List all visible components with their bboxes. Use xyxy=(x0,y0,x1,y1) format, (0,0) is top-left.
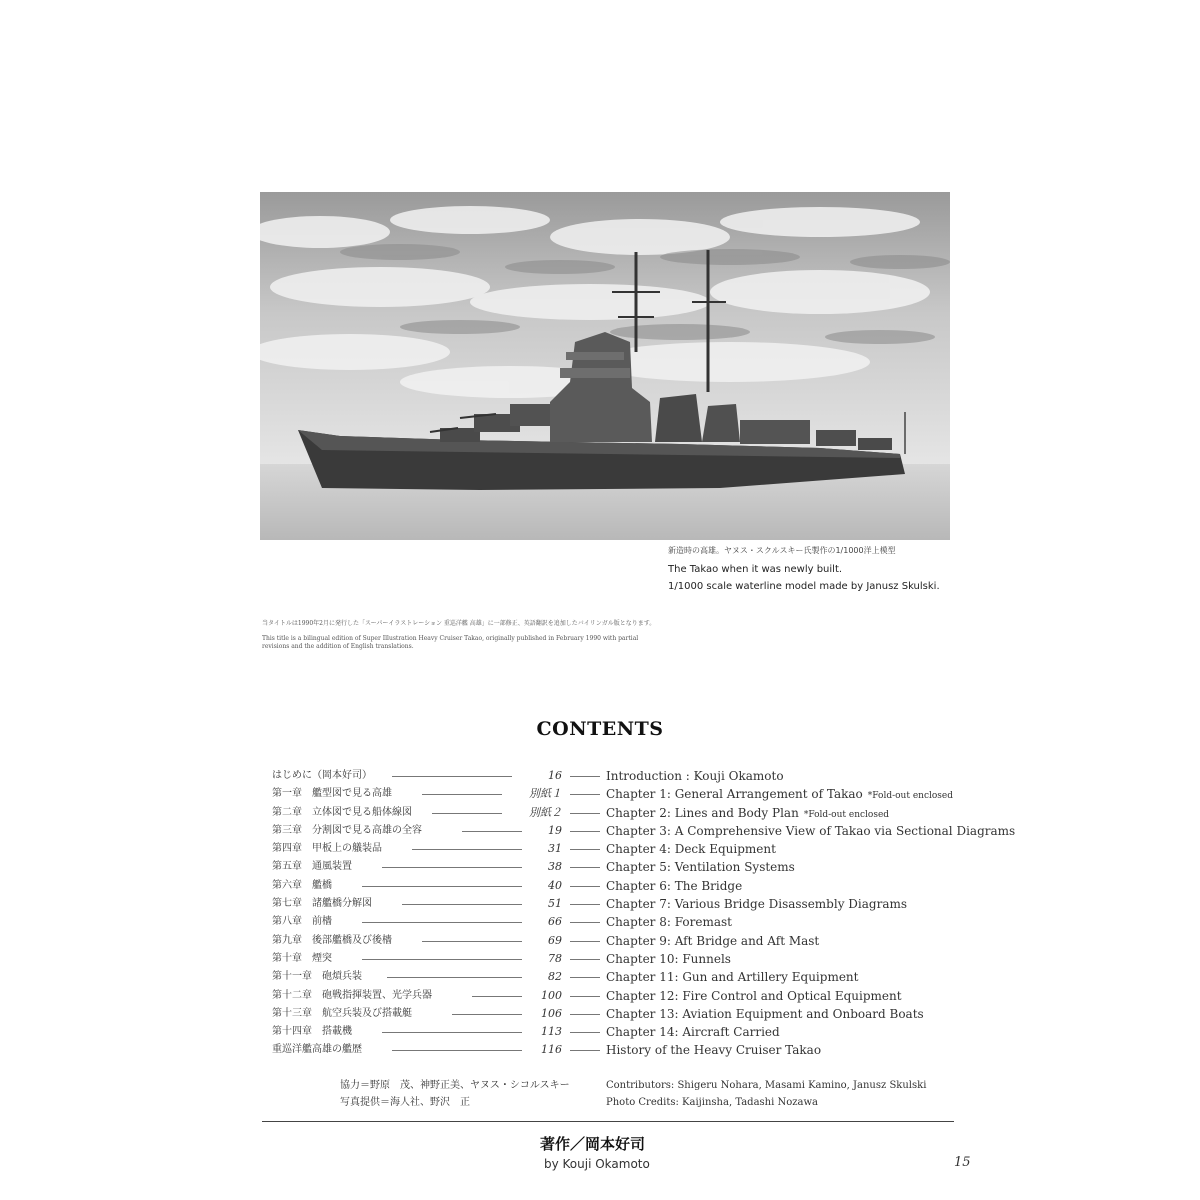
credits-photo-english: Photo Credits: Kaijinsha, Tadashi Nozawa xyxy=(606,1097,819,1108)
author-english: by Kouji Okamoto xyxy=(544,1157,650,1171)
leader-line xyxy=(570,867,600,868)
toc-english-text: Chapter 13: Aviation Equipment and Onboard Boats xyxy=(606,1006,924,1021)
toc-page-number: 82 xyxy=(548,970,562,984)
toc-english-title xyxy=(606,932,819,950)
toc-english-title xyxy=(606,987,902,1005)
toc-row xyxy=(272,895,992,913)
author-japanese: 著作／岡本好司 xyxy=(540,1135,646,1153)
leader-line xyxy=(570,794,600,795)
leader-line xyxy=(570,1050,600,1051)
toc-row xyxy=(272,877,992,895)
ship-photograph xyxy=(260,192,950,540)
toc-english-title xyxy=(606,950,731,968)
toc-japanese-title: 第十二章 砲戦指揮装置、光学兵器 xyxy=(272,989,432,1001)
leader-line xyxy=(570,831,600,832)
toc-japanese-title: 第七章 諸艦橋分解図 xyxy=(272,898,372,910)
toc-row xyxy=(272,1041,992,1059)
toc-english-text: Chapter 6: The Bridge xyxy=(606,878,743,893)
divider-rule xyxy=(262,1121,954,1122)
toc-fold-out-note: *Fold-out enclosed xyxy=(803,809,890,820)
contents-heading: CONTENTS xyxy=(536,718,664,740)
toc-page-number: 66 xyxy=(548,915,562,929)
toc-english-title xyxy=(606,822,1015,840)
credits-contributors-japanese: 協力＝野原 茂、神野正美、ヤヌス・シコルスキー xyxy=(340,1080,570,1091)
page-number: 15 xyxy=(954,1155,971,1170)
toc-english-title xyxy=(606,968,858,986)
toc-row xyxy=(272,804,992,822)
leader-line xyxy=(422,941,522,942)
credits-photo-japanese: 写真提供＝海人社、野沢 正 xyxy=(340,1097,470,1108)
toc-english-title xyxy=(606,858,795,876)
toc-english-text: Chapter 9: Aft Bridge and Aft Mast xyxy=(606,933,820,948)
toc-row xyxy=(272,1023,992,1041)
leader-line xyxy=(382,1032,522,1033)
toc-page-number: 31 xyxy=(548,842,562,856)
leader-line xyxy=(432,813,502,814)
toc-page-number: 別紙１ xyxy=(529,787,562,801)
toc-japanese-title: 第一章 艦型図で見る高雄 xyxy=(272,788,392,800)
leader-line xyxy=(570,1032,600,1033)
leader-line xyxy=(570,941,600,942)
photo-caption xyxy=(668,545,940,595)
leader-line xyxy=(422,794,502,795)
toc-japanese-title: 第九章 後部艦橋及び後檣 xyxy=(272,934,392,946)
edition-note-english: This title is a bilingual edition of Super Illustration Heavy Cruiser Takao, originally published in February 1990 with partial revisions and the addition of English translations. xyxy=(262,634,639,650)
toc-japanese-title: 第六章 艦橋 xyxy=(272,879,332,891)
toc-japanese-title: 第三章 分割図で見る高雄の全容 xyxy=(272,824,422,836)
leader-line xyxy=(570,922,600,923)
leader-line xyxy=(362,886,522,887)
toc-english-text: Chapter 10: Funnels xyxy=(606,951,731,966)
toc-japanese-title: 第十三章 航空兵装及び搭載艇 xyxy=(272,1007,412,1019)
toc-english-title xyxy=(606,804,889,824)
toc-english-title xyxy=(606,877,742,895)
toc-page-number: 別紙２ xyxy=(529,805,562,819)
toc-japanese-title: 第八章 前檣 xyxy=(272,916,332,928)
leader-line xyxy=(362,922,522,923)
leader-line xyxy=(362,959,522,960)
toc-page-number: 69 xyxy=(548,933,562,947)
toc-english-title xyxy=(606,1041,821,1059)
leader-line xyxy=(570,776,600,777)
toc-page-number: 116 xyxy=(541,1043,562,1057)
toc-english-title xyxy=(606,785,953,805)
leader-line xyxy=(402,904,522,905)
toc-japanese-title: 第二章 立体図で見る船体線図 xyxy=(272,806,412,818)
toc-page-number: 78 xyxy=(548,951,562,965)
toc-english-text: Chapter 11: Gun and Artillery Equipment xyxy=(606,970,859,985)
leader-line xyxy=(570,813,600,814)
leader-line xyxy=(570,996,600,997)
toc-japanese-title: 第十四章 搭載機 xyxy=(272,1026,352,1038)
credits-contributors-english: Contributors: Shigeru Nohara, Masami Kamino, Janusz Skulski xyxy=(606,1080,927,1091)
caption-english-line-2: 1/1000 scale waterline model made by Janusz Skulski. xyxy=(668,581,940,592)
caption-english-line-1: The Takao when it was newly built. xyxy=(668,564,843,575)
toc-page-number: 19 xyxy=(548,823,562,837)
toc-row xyxy=(272,913,992,931)
toc-row xyxy=(272,822,1016,840)
toc-english-text: History of the Heavy Cruiser Takao xyxy=(606,1043,822,1058)
toc-fold-out-note: *Fold-out enclosed xyxy=(867,791,953,802)
edition-note-japanese: 当タイトルは1990年2月に発行した「スーパーイラストレーション 重巡洋艦 高雄」に一部修正、英語翻訳を追加したバイリンガル版となります。 xyxy=(262,620,656,627)
toc-english-text: Chapter 4: Deck Equipment xyxy=(606,842,776,857)
toc-japanese-title: はじめに（岡本好司） xyxy=(272,770,372,781)
toc-row xyxy=(272,767,992,785)
toc-japanese-title: 第四章 甲板上の艤装品 xyxy=(272,843,382,855)
toc-english-text: Chapter 14: Aircraft Carried xyxy=(606,1025,780,1040)
toc-english-title xyxy=(606,840,776,858)
toc-row xyxy=(272,950,992,968)
toc-row xyxy=(272,858,992,876)
toc-row xyxy=(272,968,992,986)
toc-page-number: 40 xyxy=(548,878,562,892)
toc-japanese-title: 第五章 通風装置 xyxy=(272,861,352,873)
toc-english-text: Chapter 3: A Comprehensive View of Takao via Sectional Diagrams xyxy=(606,823,1016,838)
toc-japanese-title: 第十章 煙突 xyxy=(272,952,332,964)
table-of-contents xyxy=(272,767,1016,1060)
leader-line xyxy=(570,977,600,978)
toc-english-text: Chapter 12: Fire Control and Optical Equipment xyxy=(606,988,902,1003)
toc-english-title xyxy=(606,1005,924,1023)
toc-english-text: Chapter 7: Various Bridge Disassembly Diagrams xyxy=(606,897,908,912)
toc-english-text: Chapter 5: Ventilation Systems xyxy=(606,860,795,875)
toc-english-text: Chapter 2: Lines and Body Plan xyxy=(606,805,799,820)
toc-japanese-title: 重巡洋艦高雄の艦歴 xyxy=(272,1044,362,1056)
edition-note xyxy=(262,620,667,658)
toc-english-title xyxy=(606,767,784,785)
toc-english-text: Chapter 1: General Arrangement of Takao xyxy=(606,787,863,802)
toc-english-title xyxy=(606,913,732,931)
leader-line xyxy=(382,867,522,868)
toc-japanese-title: 第十一章 砲熕兵装 xyxy=(272,971,362,983)
leader-line xyxy=(412,849,522,850)
toc-page-number: 51 xyxy=(548,897,562,911)
toc-page-number: 16 xyxy=(548,769,562,782)
toc-english-title xyxy=(606,895,907,913)
toc-english-title xyxy=(606,1023,780,1041)
caption-japanese: 新造時の高雄。ヤヌス・スクルスキー氏製作の1/1000洋上模型 xyxy=(668,546,896,555)
leader-line xyxy=(392,1050,522,1051)
toc-row xyxy=(272,987,992,1005)
toc-row xyxy=(272,932,992,950)
leader-line xyxy=(570,959,600,960)
toc-english-text: Chapter 8: Foremast xyxy=(606,915,732,930)
toc-english-text: Introduction : Kouji Okamoto xyxy=(606,769,784,783)
leader-line xyxy=(387,977,522,978)
toc-page-number: 113 xyxy=(541,1025,562,1039)
toc-row xyxy=(272,1005,992,1023)
leader-line xyxy=(462,831,522,832)
leader-line xyxy=(570,886,600,887)
toc-row xyxy=(272,840,992,858)
leader-line xyxy=(570,1014,600,1015)
toc-page-number: 100 xyxy=(541,988,562,1002)
leader-line xyxy=(452,1014,522,1015)
leader-line xyxy=(472,996,522,997)
leader-line xyxy=(392,776,512,777)
toc-page-number: 106 xyxy=(541,1006,562,1020)
leader-line xyxy=(570,904,600,905)
toc-page-number: 38 xyxy=(548,860,562,874)
leader-line xyxy=(570,849,600,850)
toc-row xyxy=(272,785,992,803)
